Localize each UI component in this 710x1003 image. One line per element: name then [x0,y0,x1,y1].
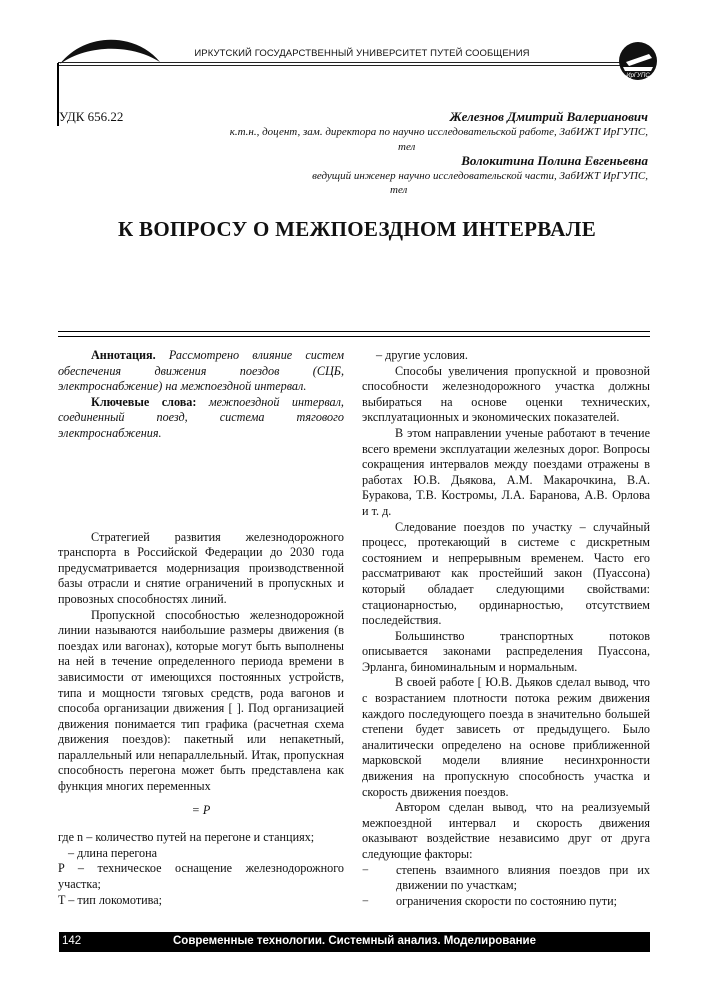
udk-code: УДК 656.22 [59,109,124,124]
page-footer [59,932,650,952]
university-logo-icon [618,40,658,82]
body-paragraph-1: Стратегией развития железнодорожного транспорта в Российской Федерации до 2030 года предусматривается модернизация производственной базы отрасли и снятие ограничений в пропускных и провозных способностях линий. [58,529,344,606]
body-paragraph-2: Пропускной способностью железнодорожной линии называются наибольшие размеры движения (в поездах или вагонах), которые могут быть выполнены на ней в течение определенного периода времени в зависимости от имеющихся постоянных устройств, типа и мощности тяговых средств, рода вагонов и способа организации движения [ ]. Под организацией движения понимается тип графика (расчетная схема движения поездов): пакетный или непакетный, параллельный или непараллельный. Итак, пропускная способность перегона может быть представлена как функция многих переменных [58,607,344,794]
author-2-position: ведущий инженер научно исследовательской части, ЗабИЖТ ИрГУПС, [312,170,648,182]
left-column [58,348,344,908]
right-paragraph-0: – другие условия. [376,348,468,362]
right-paragraph-6: Автором сделан вывод, что на реализуемый межпоездной интервал и скорость движения оказывают воздействие независимо друг от друга следующие факторы: [362,800,650,861]
right-paragraph-2: В этом направлении ученые работают в течение всего времени эксплуатации железных дорог. Вопросы сокращения интервалов между поездами отражены в работах Ю.В. Дьякова, А.М. Макарочкина, В.А. Буракова, Т.В. Костромы, Л.А. Баранова, А.В. Орлова и т. д. [362,425,650,518]
factor-list-item [362,863,650,894]
variable-p-definition: P – техническое оснащение железнодорожного участка; [58,861,344,892]
variable-l-definition: – длина перегона [68,845,158,860]
capacity-formula: = P [191,802,211,817]
journal-title: Современные технологии. Системный анализ. Моделирование [172,935,537,947]
author-1-tel: тел [398,141,416,153]
abstract-paragraph [58,348,344,395]
header-rule-thin [58,65,633,66]
author-2-name: Волокитина Полина Евгеньевна [461,153,648,168]
title-separator-thin [58,336,650,337]
keywords-paragraph [58,395,344,442]
title-separator [58,331,650,332]
header-rule [58,62,633,63]
keywords-label: Ключевые слова: [91,394,197,409]
variable-n-definition: где n – количество путей на перегоне и станциях; [58,830,315,845]
article-title: К ВОПРОСУ О МЕЖПОЕЗДНОМ ИНТЕРВАЛЕ [117,217,596,241]
factor-text: ограничения скорости по состоянию пути; [396,893,618,908]
keywords-text: межпоездной интервал, соединенный поезд, система тягового электроснабжения. [58,394,344,440]
right-paragraph-1: Способы увеличения пропускной и провозной способности железнодорожного участка должны выбираться на основе оценки технических, эксплуатационных и экономических показателей. [362,363,650,425]
logo-text: ИрГУПС [626,73,650,79]
author-1-position: к.т.н., доцент, зам. директора по научно исследовательской работе, ЗабИЖТ ИрГУПС, [229,126,648,138]
list-dash-marker: − [362,862,369,877]
author-1-name: Железнов Дмитрий Валерианович [449,109,648,124]
right-paragraph-5: В своей работе [ Ю.В. Дьяков сделал вывод, что с возрастанием плотности потока режим движения каждого последующего поезда в значительно большей степени будет зависеть от предыдущего. Было аналитически определено на основе приближенной марковской модели влияние несинхронности движения на пропускную способность участка и скорость движения поездов. [362,675,650,799]
factor-text: степень взаимного влияния поездов при их движении по участкам; [396,862,650,893]
author-2-tel: тел [390,184,408,196]
abstract-label: Аннотация. [91,348,156,362]
page-number: 142 [62,935,82,947]
header-university-name: ИРКУТСКИЙ ГОСУДАРСТВЕННЫЙ УНИВЕРСИТЕТ ПУТЕЙ СООБЩЕНИЯ [194,48,530,59]
variable-t-definition: T – тип локомотива; [58,892,163,907]
right-column [362,348,650,909]
right-paragraph-4: Большинство транспортных потоков описывается законами распределения Пуассона, Эрланга, биноминальным и нормальным. [362,628,650,674]
factor-list-item [362,894,650,910]
list-dash-marker: − [362,893,369,908]
abstract-text: Рассмотрено влияние систем обеспечения движения поездов (СЦБ, электроснабжение) на межпоездной интервал. [58,348,344,394]
right-paragraph-3: Следование поездов по участку – случайный процесс, протекающий в системе с дискретным состоянием и непрерывным временем. Часто его рассматривают как простейший закон (Пуассона) который обладает следующими свойствами: стационарностью, ординарностью, отсутствием последействия. [362,519,650,628]
